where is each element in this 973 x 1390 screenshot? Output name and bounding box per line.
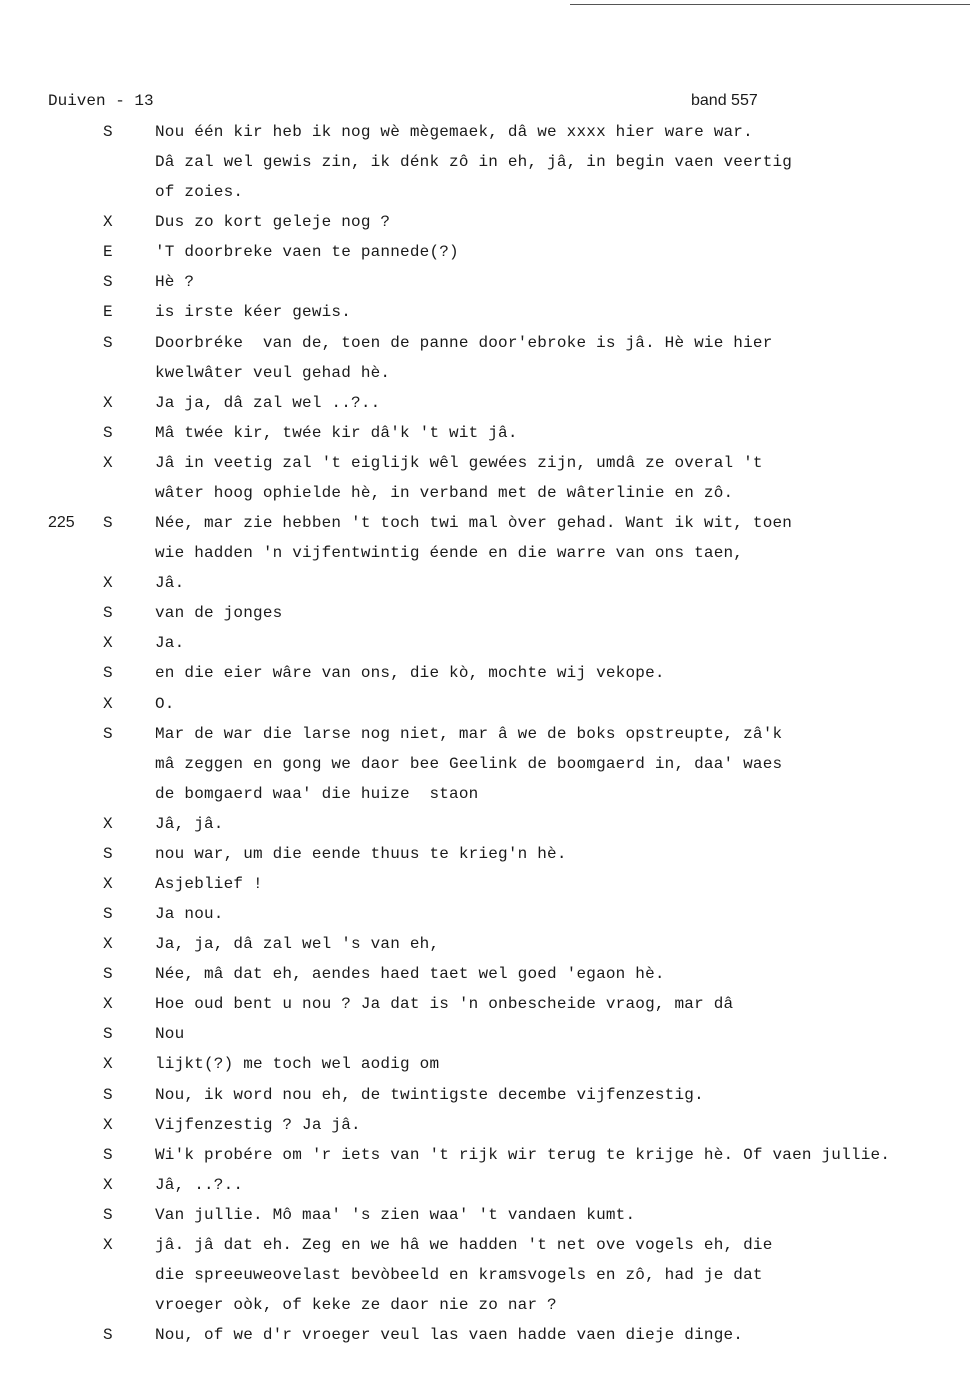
transcript-line — [0, 181, 973, 211]
transcript-line — [0, 1053, 973, 1083]
transcript-line — [0, 211, 973, 241]
utterance-text: Ja, ja, dâ zal wel 's van eh, — [155, 935, 440, 954]
utterance-text: Jâ, ..?.. — [155, 1175, 244, 1194]
speaker-label: X — [103, 1175, 113, 1194]
transcript-line — [0, 1324, 973, 1354]
utterance-text: Hoe oud bent u nou ? Ja dat is 'n onbescheide vraog, mar dâ — [155, 995, 734, 1014]
speaker-label: X — [103, 814, 113, 833]
speaker-label: X — [103, 453, 113, 472]
speaker-label: S — [103, 1025, 113, 1044]
transcript-line — [0, 1264, 973, 1294]
utterance-text: wâter hoog ophielde hè, in verband met de wâterlinie en zô. — [155, 483, 734, 502]
utterance-text: of zoies. — [155, 183, 244, 202]
speaker-label: X — [103, 213, 113, 232]
utterance-text: Mar de war die larse nog niet, mar â we de boks opstreupte, zâ'k — [155, 724, 783, 743]
speaker-label: S — [103, 905, 113, 924]
band-number: band 557 — [691, 92, 758, 109]
speaker-label: S — [103, 273, 113, 292]
transcript-line — [0, 452, 973, 482]
utterance-text: Ja ja, dâ zal wel ..?.. — [155, 393, 381, 412]
transcript-line — [0, 301, 973, 331]
transcript-line — [0, 632, 973, 662]
transcript-line — [0, 1174, 973, 1204]
transcript-line — [0, 572, 973, 602]
utterance-text: Jâ in veetig zal 't eiglijk wêl gewées zijn, umdâ ze overal 't — [155, 453, 763, 472]
utterance-text: Née, mâ dat eh, aendes haed taet wel goed 'egaon hè. — [155, 965, 665, 984]
utterance-text: jâ. jâ dat eh. Zeg en we hâ we hadden 't net ove vogels eh, die — [155, 1235, 773, 1254]
utterance-text: wie hadden 'n vijfentwintig éende en die warre van ons taen, — [155, 544, 744, 563]
utterance-text: Hè ? — [155, 273, 195, 292]
transcript-line — [0, 542, 973, 572]
utterance-text: O. — [155, 694, 175, 713]
transcript-line — [0, 843, 973, 873]
page-header — [48, 92, 948, 116]
speaker-label: X — [103, 694, 113, 713]
speaker-label: E — [103, 243, 113, 262]
speaker-label: S — [103, 604, 113, 623]
utterance-text: Ja. — [155, 634, 185, 653]
transcript-line — [0, 1234, 973, 1264]
speaker-label: X — [103, 875, 113, 893]
transcript-line — [0, 1084, 973, 1114]
speaker-label: E — [103, 303, 113, 322]
speaker-label: S — [103, 1145, 113, 1164]
transcript-line — [0, 602, 973, 632]
speaker-label: S — [103, 123, 113, 141]
utterance-text: en die eier wâre van ons, die kò, mochte wij vekope. — [155, 664, 665, 683]
transcript-line — [0, 993, 973, 1023]
top-rule — [570, 4, 970, 5]
utterance-text: Asjeblief ! — [155, 875, 263, 893]
speaker-label: S — [103, 965, 113, 984]
speaker-label: X — [103, 1055, 113, 1074]
utterance-text: 'T doorbreke vaen te pannede(?) — [155, 243, 459, 262]
speaker-label: X — [103, 1115, 113, 1134]
transcript-line — [0, 662, 973, 692]
utterance-text: Nou één kir heb ik nog wè mègemaek, dâ we xxxx hier ware war. — [155, 123, 753, 141]
transcript-line — [0, 362, 973, 392]
transcript-line — [0, 813, 973, 843]
speaker-label: S — [103, 1085, 113, 1104]
speaker-label: X — [103, 393, 113, 412]
utterance-text: Wi'k probére om 'r iets van 't rijk wir terug te krijge hè. Of vaen jullie. — [155, 1145, 891, 1164]
utterance-text: Ja nou. — [155, 905, 224, 924]
speaker-label: X — [103, 995, 113, 1014]
utterance-text: lijkt(?) me toch wel aodig om — [155, 1055, 440, 1074]
speaker-label: X — [103, 574, 113, 593]
utterance-text: Doorbréke van de, toen de panne door'ebroke is jâ. Hè wie hier — [155, 333, 773, 352]
utterance-text: Jâ. — [155, 574, 185, 593]
transcript-line — [0, 963, 973, 993]
transcript-line — [0, 392, 973, 422]
transcript-line — [0, 1023, 973, 1053]
utterance-text: de bomgaerd waa' die huize staon — [155, 784, 479, 803]
transcript-line — [0, 151, 973, 181]
utterance-text: kwelwâter veul gehad hè. — [155, 363, 391, 382]
speaker-label: X — [103, 634, 113, 653]
transcript-line — [0, 873, 973, 903]
speaker-label: S — [103, 333, 113, 352]
speaker-label: S — [103, 664, 113, 683]
speaker-label: S — [103, 423, 113, 442]
utterance-text: Dâ zal wel gewis zin, ik dénk zô in eh, jâ, in begin vaen veertig — [155, 153, 793, 172]
utterance-text: Nou, of we d'r vroeger veul las vaen hadde vaen dieje dinge. — [155, 1326, 744, 1345]
utterance-text: mâ zeggen en gong we daor bee Geelink de boomgaerd in, daa' waes — [155, 754, 783, 773]
utterance-text: Dus zo kort geleje nog ? — [155, 213, 391, 232]
transcript-line — [0, 783, 973, 813]
utterance-text: Vijfenzestig ? Ja jâ. — [155, 1115, 361, 1134]
transcript-line — [0, 753, 973, 783]
transcript-line — [0, 332, 973, 362]
line-number: 225 — [48, 514, 75, 532]
transcript-line — [0, 933, 973, 963]
utterance-text: van de jonges — [155, 604, 283, 623]
utterance-text: nou war, um die eende thuus te krieg'n hè. — [155, 844, 567, 863]
utterance-text: Jâ, jâ. — [155, 814, 224, 833]
transcript-line — [0, 1114, 973, 1144]
speaker-label: S — [103, 844, 113, 863]
transcript-line — [0, 693, 973, 723]
speaker-label: S — [103, 514, 113, 533]
speaker-label: X — [103, 1235, 113, 1254]
utterance-text: Nou — [155, 1025, 185, 1044]
transcript-line — [0, 121, 973, 151]
utterance-text: Van jullie. Mô maa' 's zien waa' 't vandaen kumt. — [155, 1205, 636, 1224]
utterance-text: vroeger oòk, of keke ze daor nie zo nar ? — [155, 1296, 557, 1315]
transcript-line — [0, 271, 973, 301]
transcript-line — [0, 482, 973, 512]
page-title: Duiven - 13 — [48, 92, 154, 110]
transcript-line — [0, 512, 973, 542]
utterance-text: die spreeuweovelast bevòbeeld en kramsvogels en zô, had je dat — [155, 1266, 763, 1285]
transcript-line — [0, 1294, 973, 1324]
transcript-line — [0, 1204, 973, 1234]
utterance-text: Nou, ik word nou eh, de twintigste decembe vijfenzestig. — [155, 1085, 704, 1104]
transcript-line — [0, 903, 973, 933]
transcript-line — [0, 1144, 973, 1174]
speaker-label: S — [103, 724, 113, 743]
transcript-line — [0, 723, 973, 753]
utterance-text: is irste kéer gewis. — [155, 303, 352, 322]
speaker-label: X — [103, 935, 113, 954]
speaker-label: S — [103, 1326, 113, 1345]
utterance-text: Mâ twée kir, twée kir dâ'k 't wit jâ. — [155, 423, 518, 442]
utterance-text: Née, mar zie hebben 't toch twi mal òver gehad. Want ik wit, toen — [155, 514, 793, 533]
transcript-line — [0, 241, 973, 271]
speaker-label: S — [103, 1205, 113, 1224]
transcript-line — [0, 422, 973, 452]
